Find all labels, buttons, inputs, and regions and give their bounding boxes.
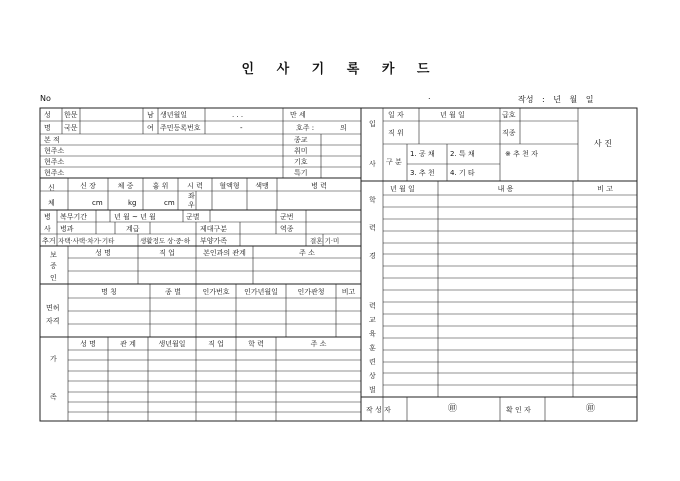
body-header-weight: 체 중 xyxy=(117,182,134,190)
side-label-gyeong: 경 xyxy=(369,252,376,260)
age-label: 만 세 xyxy=(290,111,306,119)
family-header-birth: 생년월일 xyxy=(158,340,186,348)
body-header-chest: 흉 위 xyxy=(152,182,169,190)
unit-kg: kg xyxy=(128,199,137,207)
side-label-beol: 벌 xyxy=(369,386,376,394)
eye-right: 우 xyxy=(188,201,195,209)
birth-dots: . . . xyxy=(232,111,244,119)
military-dept-label: 병과 xyxy=(60,225,74,233)
family-header-education: 학 력 xyxy=(248,340,264,348)
page-title: 인 사 기 록 카 드 xyxy=(241,62,439,77)
eye-left: 좌 xyxy=(188,192,195,200)
family-header-relation: 관 계 xyxy=(120,340,136,348)
name-label-1: 성 xyxy=(44,111,51,119)
side-label-yuk: 육 xyxy=(369,330,376,338)
family-header-address: 주 소 xyxy=(310,340,327,348)
birth-label: 생년월일 xyxy=(160,111,188,119)
guarantor-label-3: 인 xyxy=(50,274,57,282)
address-label-2: 현주소 xyxy=(44,158,65,166)
job-type-label: 직종 xyxy=(502,129,516,137)
service-period-label: 복무기간 xyxy=(60,213,88,221)
sex-female: 여 xyxy=(147,124,154,132)
family-label-2: 족 xyxy=(50,393,57,401)
hire-category-label: 구 분 xyxy=(386,158,402,166)
body-header-vision: 시 력 xyxy=(187,182,203,190)
hire-date-label: 일 자 xyxy=(388,111,404,119)
unit-cm-1: cm xyxy=(92,199,103,207)
living-standard: 생활정도 상·중·하 xyxy=(140,237,191,245)
license-header-number: 인가번호 xyxy=(202,288,230,296)
writer-label: 작 성 자 xyxy=(366,406,391,414)
marriage-label: 결혼 기·미 xyxy=(310,237,340,245)
written-date-label: 작성 : 년 월 일 xyxy=(518,95,594,104)
checker-seal-icon: ㊞ xyxy=(586,404,596,414)
recommender-label: ※ 추 천 자 xyxy=(505,150,538,158)
unit-cm-2: cm xyxy=(164,199,175,207)
specialty-label: 특기 xyxy=(294,169,308,177)
residence-label: 추거 xyxy=(42,237,56,245)
preference-label: 기호 xyxy=(294,158,308,166)
side-label-ryeok-2: 력 xyxy=(369,302,376,310)
hire-option-special: 2. 특 채 xyxy=(450,150,475,158)
guarantor-header-job: 직 업 xyxy=(159,249,175,257)
body-header-height: 신 장 xyxy=(80,182,96,190)
discharge-label: 제대구분 xyxy=(200,225,228,233)
license-header-type: 종 별 xyxy=(165,288,181,296)
hobby-label: 취미 xyxy=(294,147,308,155)
hire-option-other: 4. 기 타 xyxy=(450,169,475,177)
license-label-1: 면허 xyxy=(46,304,60,312)
side-label-gyo: 교 xyxy=(369,316,376,324)
side-label-ryeok-1: 력 xyxy=(369,224,376,232)
license-header-date: 인가년월일 xyxy=(244,288,278,296)
hoju-ui: 의 xyxy=(340,124,347,132)
side-label-hun: 훈 xyxy=(369,344,376,352)
hire-label-1: 입 xyxy=(369,120,376,128)
religion-label: 종교 xyxy=(294,136,308,144)
guarantor-header-address: 주 소 xyxy=(299,249,315,257)
guarantor-label-1: 보 xyxy=(50,251,57,259)
service-number-label: 군번 xyxy=(280,213,294,221)
side-label-hak: 학 xyxy=(369,196,376,204)
family-header-job: 직 업 xyxy=(208,340,224,348)
branch-label: 군별 xyxy=(186,213,200,221)
address-label-1: 현주소 xyxy=(44,147,65,155)
separator-dot: . xyxy=(428,92,431,101)
license-header-office: 인가관청 xyxy=(297,288,325,296)
position-label: 직 위 xyxy=(388,129,404,137)
body-header-colorblind: 색맹 xyxy=(255,182,269,190)
residence-type: 자택·사택·차가·기타 xyxy=(58,237,115,245)
grade-label: 급호 xyxy=(502,111,516,119)
body-header-blood: 혈액형 xyxy=(219,182,240,190)
military-label-2: 사 xyxy=(44,225,51,233)
body-header-history: 병 력 xyxy=(311,182,327,190)
bonjeok-label: 본 적 xyxy=(44,136,60,144)
family-header-name: 성 명 xyxy=(80,340,96,348)
side-label-ryeon: 련 xyxy=(369,358,376,366)
address-label-3: 현주소 xyxy=(44,169,65,177)
license-label-2: 자격 xyxy=(46,317,60,325)
rank-label: 계급 xyxy=(126,225,140,233)
role-label: 역종 xyxy=(280,225,294,233)
rrn-label: 주민등록번호 xyxy=(160,124,201,132)
license-header-name: 명 칭 xyxy=(101,288,117,296)
family-label-1: 가 xyxy=(50,355,57,363)
hire-option-recommend: 3. 추 천 xyxy=(410,169,435,177)
name-label-2: 명 xyxy=(44,124,51,132)
hanmun-label: 한문 xyxy=(64,111,78,119)
side-label-sang: 상 xyxy=(369,372,376,380)
history-header-content: 내 용 xyxy=(497,185,514,193)
hire-option-open: 1. 공 채 xyxy=(410,150,435,158)
photo-label: 사 진 xyxy=(594,139,612,148)
service-period-value: 년 월 ~ 년 월 xyxy=(114,213,156,221)
gukmun-label: 국문 xyxy=(64,124,78,132)
military-label-1: 병 xyxy=(44,213,51,221)
body-label-2: 체 xyxy=(48,199,55,207)
body-label-1: 신 xyxy=(48,184,55,192)
dependents-label: 부양가족 xyxy=(200,237,228,245)
record-number-label: No xyxy=(40,94,51,103)
guarantor-header-relation: 본인과의 관계 xyxy=(203,249,246,257)
checker-label: 확 인 자 xyxy=(506,406,531,414)
history-header-date: 년 월 일 xyxy=(390,185,415,193)
hire-date-value: 년 월 일 xyxy=(440,111,465,119)
sex-male: 남 xyxy=(147,111,154,119)
hire-label-2: 사 xyxy=(369,160,376,168)
guarantor-label-2: 증 xyxy=(50,262,57,270)
writer-seal-icon: ㊞ xyxy=(448,404,458,414)
license-header-note: 비고 xyxy=(341,288,356,296)
history-header-note: 비 고 xyxy=(597,185,613,193)
rrn-dash: - xyxy=(240,124,243,132)
hoju-label: 호주 : xyxy=(296,124,315,132)
guarantor-header-name: 성 명 xyxy=(95,249,111,257)
